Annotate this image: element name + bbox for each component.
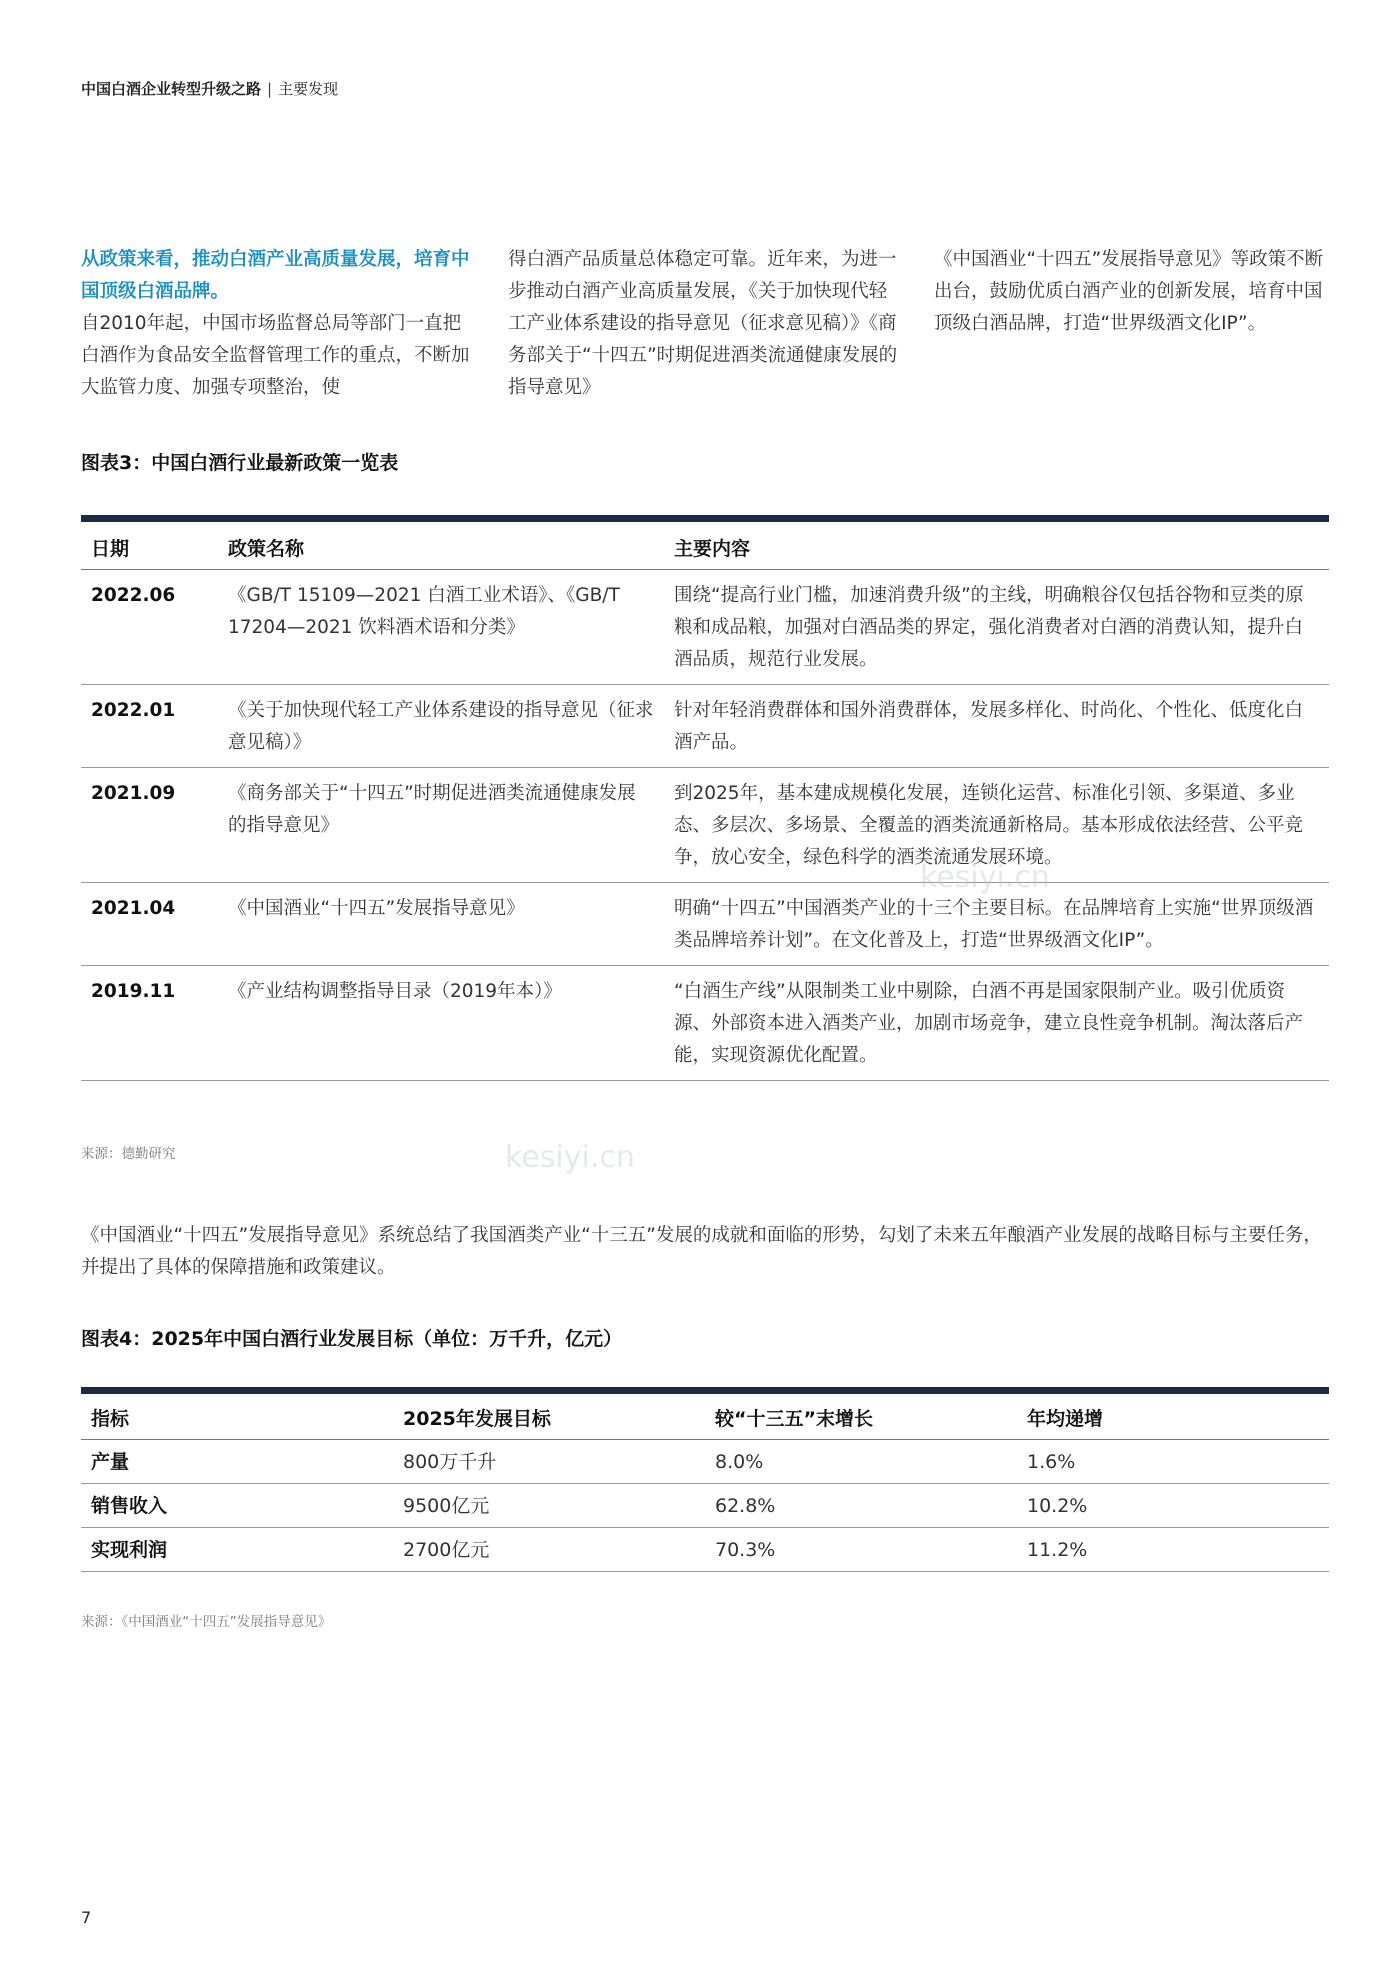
metric-target: 800万千升 bbox=[393, 1440, 705, 1484]
policy-content: “白酒生产线”从限制类工业中剔除，白酒不再是国家限制产业。吸引优质资源、外部资本进入酒类产业，加剧市场竞争，建立良性竞争机制。淘汰落后产能，实现资源优化配置。 bbox=[664, 966, 1329, 1081]
watermark: kesiyi.cn bbox=[920, 860, 1050, 895]
policy-table bbox=[81, 515, 1329, 1081]
table-row bbox=[81, 966, 1329, 1081]
report-title: 中国白酒企业转型升级之路 bbox=[81, 80, 262, 98]
table-header-row bbox=[81, 1391, 1329, 1440]
policy-content: 针对年轻消费群体和国外消费群体，发展多样化、时尚化、个性化、低度化白酒产品。 bbox=[664, 685, 1329, 768]
intro-lead: 从政策来看，推动白酒产业高质量发展，培育中国顶级白酒品牌。 bbox=[81, 249, 470, 302]
policy-date: 2022.06 bbox=[81, 570, 218, 685]
policy-date: 2022.01 bbox=[81, 685, 218, 768]
policy-name: 《中国酒业“十四五”发展指导意见》 bbox=[218, 883, 664, 966]
metric-growth: 62.8% bbox=[705, 1484, 1017, 1528]
policy-date: 2021.04 bbox=[81, 883, 218, 966]
page-number: 7 bbox=[81, 1908, 92, 1927]
goals-table bbox=[81, 1387, 1329, 1572]
metric-name: 产量 bbox=[81, 1440, 393, 1484]
intro-section bbox=[0, 244, 1400, 404]
policy-date: 2019.11 bbox=[81, 966, 218, 1081]
figure3-title: 图表3：中国白酒行业最新政策一览表 bbox=[81, 452, 399, 474]
table-row bbox=[81, 685, 1329, 768]
table-row bbox=[81, 883, 1329, 966]
policy-name: 《GB/T 15109—2021 白酒工业术语》、《GB/T 17204—2021 饮料酒术语和分类》 bbox=[218, 570, 664, 685]
table-row bbox=[81, 1484, 1329, 1528]
metric-target: 9500亿元 bbox=[393, 1484, 705, 1528]
policy-content: 明确“十四五”中国酒类产业的十三个主要目标。在品牌培育上实施“世界顶级酒类品牌培养计划”。在文化普及上，打造“世界级酒文化IP”。 bbox=[664, 883, 1329, 966]
table-row bbox=[81, 1440, 1329, 1484]
metric-annual: 1.6% bbox=[1017, 1440, 1329, 1484]
column-header-metric: 指标 bbox=[81, 1391, 393, 1440]
column-header-annual: 年均递增 bbox=[1017, 1391, 1329, 1440]
metric-name: 实现利润 bbox=[81, 1528, 393, 1572]
table-row bbox=[81, 768, 1329, 883]
intro-column-2: 得白酒产品质量总体稳定可靠。近年来，为进一步推动白酒产业高质量发展，《关于加快现代轻工产业体系建设的指导意见（征求意见稿）》《商务部关于“十四五”时期促进酒类流通健康发展的指导意见》 bbox=[508, 249, 898, 398]
policy-content: 围绕“提高行业门槛，加速消费升级”的主线，明确粮谷仅包括谷物和豆类的原粮和成品粮，加强对白酒品类的界定，强化消费者对白酒的消费认知，提升白酒品质，规范行业发展。 bbox=[664, 570, 1329, 685]
column-header-content: 主要内容 bbox=[664, 519, 1329, 570]
column-header-growth: 较“十三五”末增长 bbox=[705, 1391, 1017, 1440]
figure3-source: 来源：德勤研究 bbox=[81, 1146, 176, 1162]
figure4-title: 图表4：2025年中国白酒行业发展目标（单位：万千升，亿元） bbox=[81, 1328, 623, 1350]
policy-name: 《关于加快现代轻工产业体系建设的指导意见（征求意见稿）》 bbox=[218, 685, 664, 768]
metric-growth: 8.0% bbox=[705, 1440, 1017, 1484]
table-header-row bbox=[81, 519, 1329, 570]
figure4-source: 来源：《中国酒业“十四五”发展指导意见》 bbox=[81, 1614, 332, 1630]
column-header-date: 日期 bbox=[81, 519, 218, 570]
running-header bbox=[81, 78, 338, 99]
intro-column-1-text: 自2010年起，中国市场监督总局等部门一直把白酒作为食品安全监督管理工作的重点，不断加大监管力度、加强专项整治，使 bbox=[81, 313, 470, 398]
column-header-policy-name: 政策名称 bbox=[218, 519, 664, 570]
policy-name: 《商务部关于“十四五”时期促进酒类流通健康发展的指导意见》 bbox=[218, 768, 664, 883]
column-header-target: 2025年发展目标 bbox=[393, 1391, 705, 1440]
table-row bbox=[81, 1528, 1329, 1572]
metric-target: 2700亿元 bbox=[393, 1528, 705, 1572]
section-name: 主要发现 bbox=[278, 80, 339, 98]
intro-column-3: 《中国酒业“十四五”发展指导意见》等政策不断出台，鼓励优质白酒产业的创新发展，培育中国顶级白酒品牌，打造“世界级酒文化IP”。 bbox=[934, 249, 1324, 334]
policy-content: 到2025年，基本建成规模化发展，连锁化运营、标准化引领、多渠道、多业态、多层次、多场景、全覆盖的酒类流通新格局。基本形成依法经营、公平竞争，放心安全，绿色科学的酒类流通发展环境。 bbox=[664, 768, 1329, 883]
header-separator: | bbox=[267, 80, 273, 98]
metric-growth: 70.3% bbox=[705, 1528, 1017, 1572]
table-row bbox=[81, 570, 1329, 685]
intro-column-1 bbox=[81, 244, 476, 404]
watermark: kesiyi.cn bbox=[505, 1140, 635, 1175]
metric-annual: 11.2% bbox=[1017, 1528, 1329, 1572]
body-paragraph: 《中国酒业“十四五”发展指导意见》系统总结了我国酒类产业“十三五”发展的成就和面临的形势，勾划了未来五年酿酒产业发展的战略目标与主要任务，并提出了具体的保障措施和政策建议。 bbox=[81, 1225, 1322, 1278]
policy-name: 《产业结构调整指导目录（2019年本）》 bbox=[218, 966, 664, 1081]
metric-name: 销售收入 bbox=[81, 1484, 393, 1528]
policy-date: 2021.09 bbox=[81, 768, 218, 883]
metric-annual: 10.2% bbox=[1017, 1484, 1329, 1528]
